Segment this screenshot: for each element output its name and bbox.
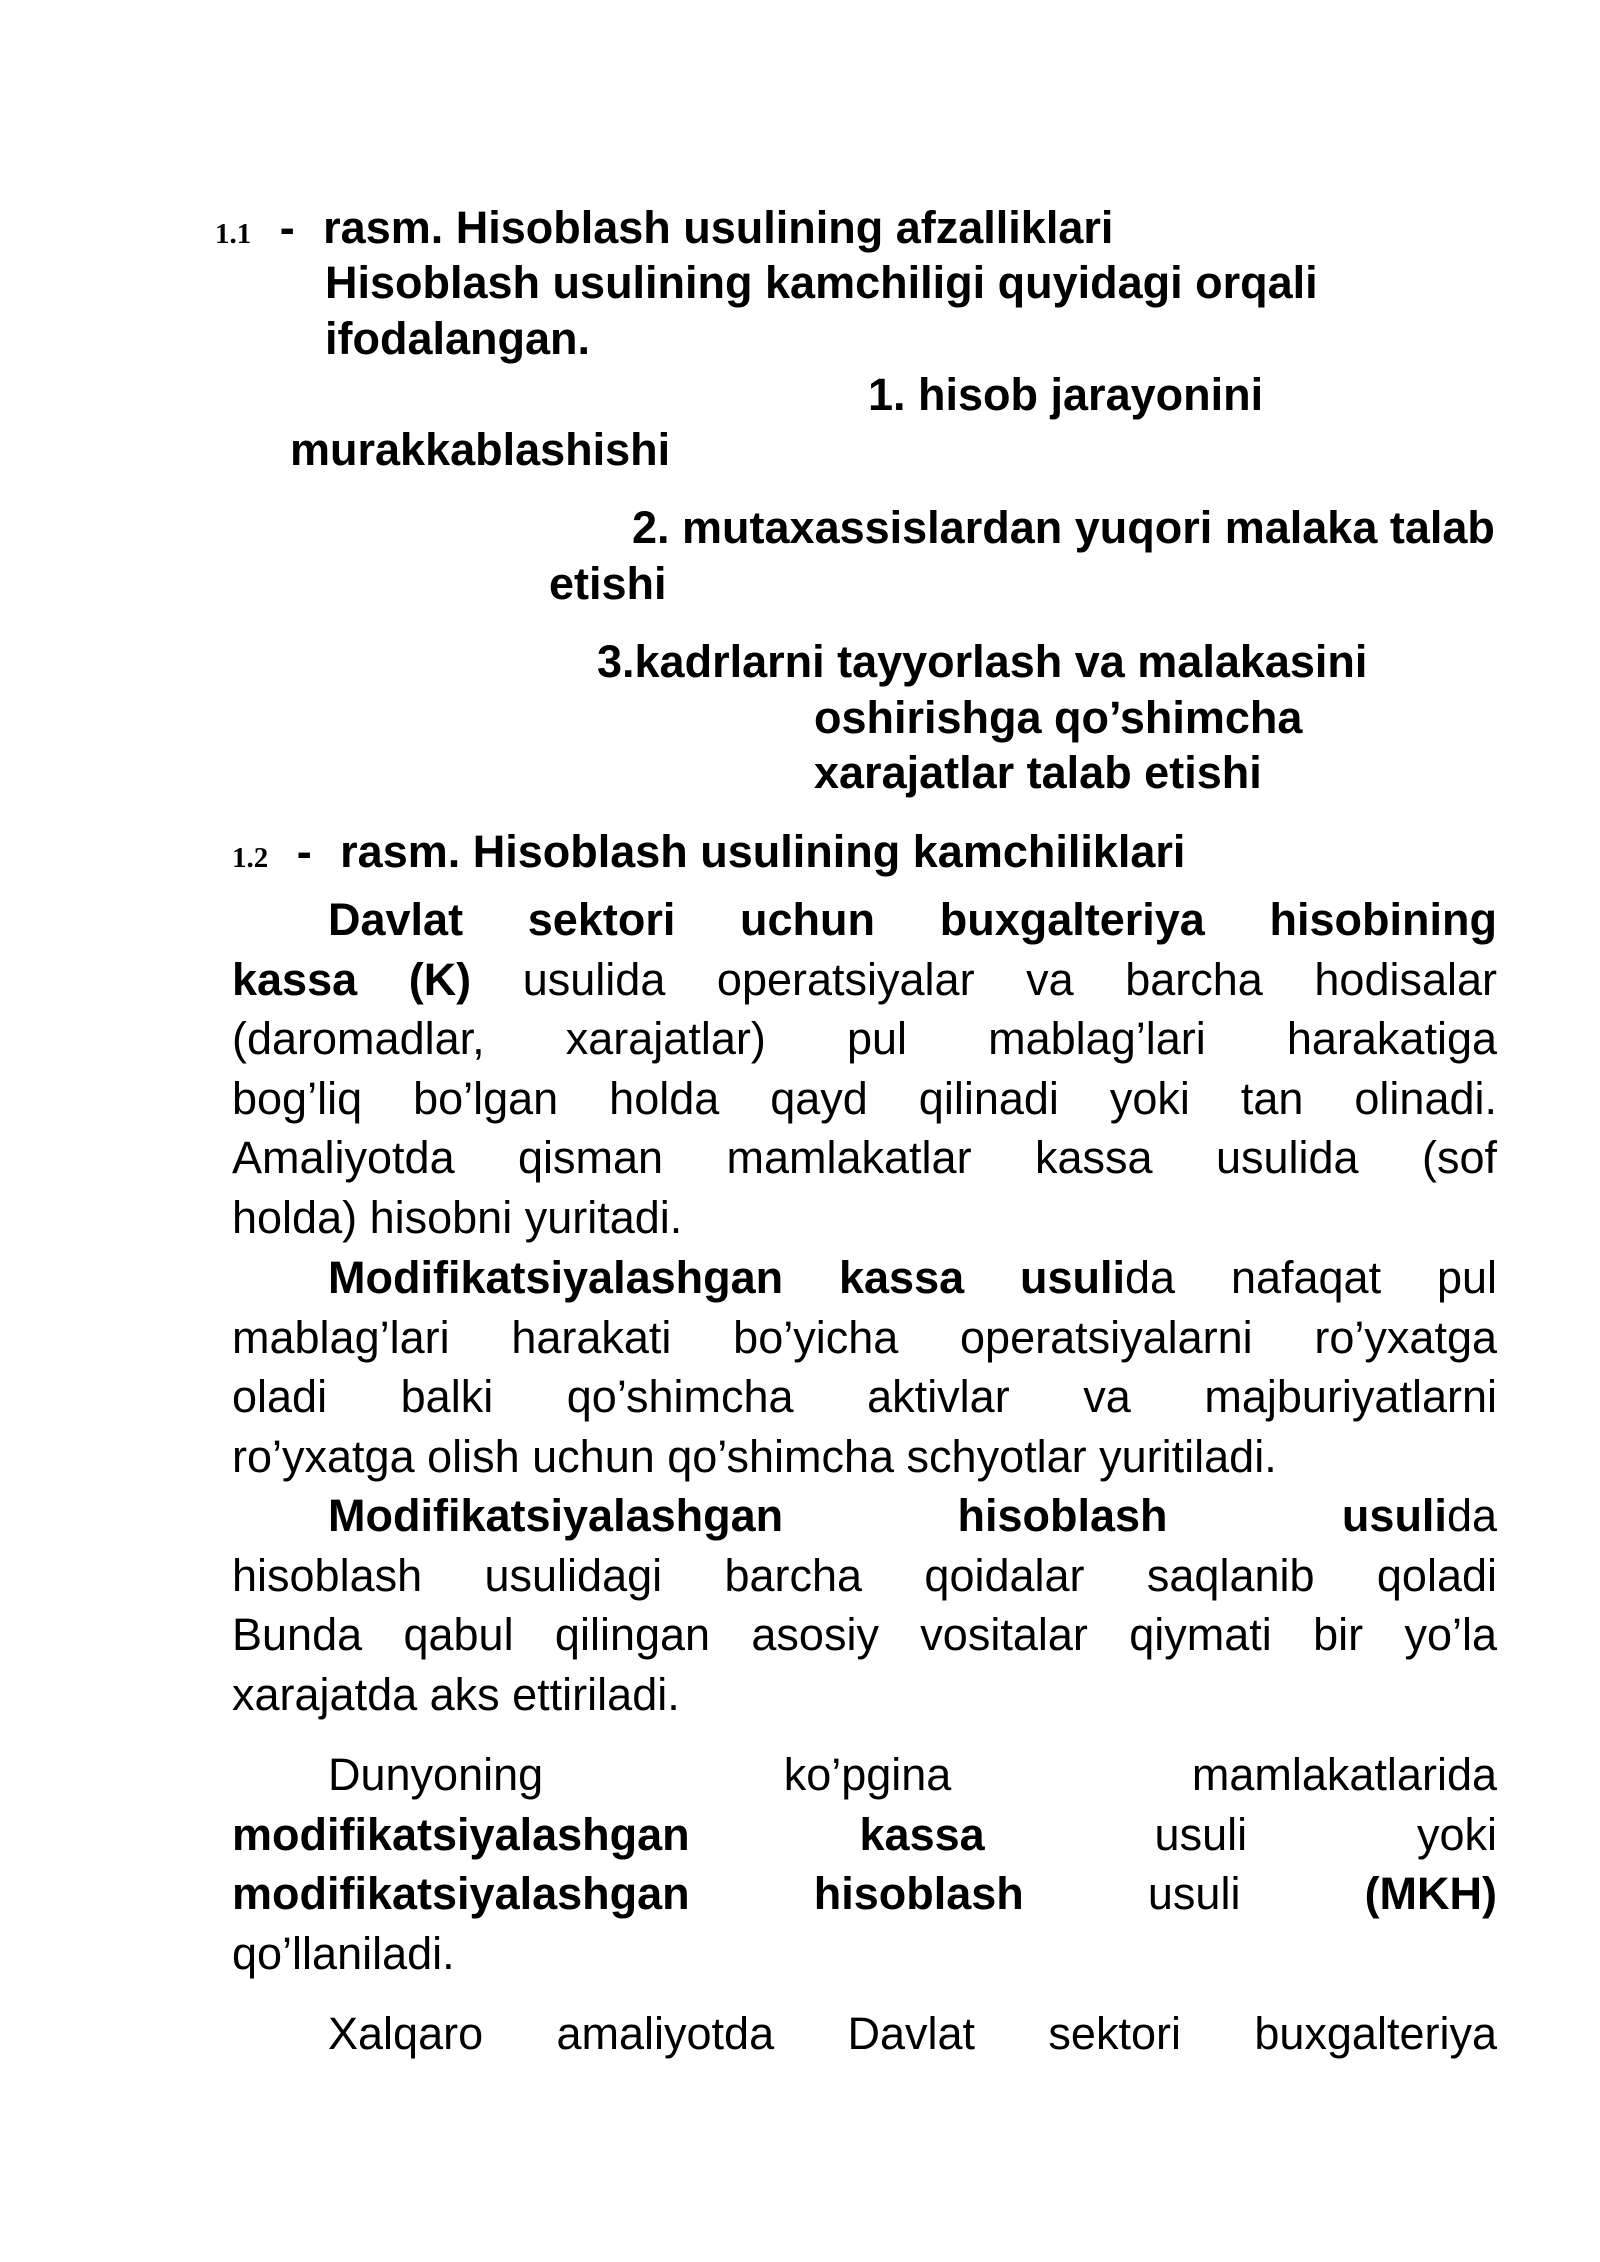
paragraph-line [232, 950, 1497, 1010]
list-item-1-end: murakkablashishi [290, 424, 671, 475]
term-bold: kassa (K) [232, 953, 472, 1005]
paragraph-line: ro’yxatga olish uchun qo’shimcha schyotlar yuritiladi. [232, 1430, 1277, 1482]
paragraph-line: xarajatda aks ettiriladi. [232, 1668, 680, 1720]
figure-number: 1.2 [232, 842, 269, 874]
list-item-3-line-2: oshirishga qo’shimcha [814, 692, 1303, 743]
paragraph-line: (daromadlar, xarajatlar) pul mablag’lari harakatiga [232, 1013, 1497, 1064]
paragraph-line: holda) hisobni yuritadi. [232, 1191, 683, 1243]
paragraph-line [232, 1248, 1497, 1308]
paragraph-line [232, 1864, 1497, 1924]
caption-dash: - [296, 826, 312, 877]
text-run: usuli [1023, 1868, 1365, 1919]
paragraph-line [232, 1486, 1497, 1546]
paragraph-line: Bunda qabul qilingan asosiy vositalar qiymati bir yo’la [232, 1609, 1497, 1660]
text-run: usuli yoki [984, 1808, 1497, 1860]
paragraph-5 [232, 2004, 1497, 2064]
text-run: usulida operatsiyalar va barcha hodisalar [471, 953, 1498, 1005]
paragraph-line: qo’llaniladi. [232, 1927, 455, 1979]
paragraph-line: Xalqaro amaliyotda Davlat sektori buxgalteriya [328, 2008, 1497, 2059]
paragraph-line: mablag’lari harakati bo’yicha operatsiyalarni ro’yxatga [232, 1311, 1497, 1363]
list-item-2-start: 2. mutaxassislardan yuqori malaka talab [632, 502, 1495, 553]
list-item-3-line-1: 3.kadrlarni tayyorlash va malakasini [597, 636, 1368, 687]
figure-caption-1-2 [232, 824, 1185, 880]
paragraph-1 [232, 890, 1497, 1247]
paragraph-line [232, 1805, 1497, 1865]
term-bold: Modifikatsiyalashgan hisoblash usuli [328, 1490, 1447, 1541]
list-item-1-start: 1. hisob jarayonini [868, 369, 1264, 420]
paragraph-2 [232, 1248, 1497, 1486]
list-item-2-end: etishi [549, 558, 667, 609]
figure-caption-1-1 [215, 200, 1113, 256]
paragraph-4 [232, 1745, 1497, 1983]
text-run: da [1446, 1490, 1497, 1541]
caption-text: rasm. Hisoblash usulining afzalliklari [323, 202, 1114, 253]
caption-text: rasm. Hisoblash usulining kamchiliklari [340, 826, 1186, 877]
paragraph-3 [232, 1486, 1497, 1724]
paragraph-line: oladi balki qo’shimcha aktivlar va majburiyatlarni [232, 1371, 1497, 1422]
paragraph-line: hisoblash usulidagi barcha qoidalar saqlanib qoladi [232, 1549, 1497, 1601]
term-bold: Modifikatsiyalashgan kassa usuli [328, 1252, 1126, 1303]
paragraph-line: Dunyoning ko’pgina mamlakatlarida [328, 1749, 1497, 1800]
term-bold: modifikatsiyalashgan kassa [232, 1808, 985, 1860]
paragraph-line: Amaliyotda qisman mamlakatlar kassa usulida (sof [232, 1132, 1497, 1183]
intro-line-1: Hisoblash usulining kamchiligi quyidagi orqali [325, 257, 1318, 308]
intro-line-2: ifodalangan. [325, 313, 591, 364]
text-run: da nafaqat pul [1125, 1252, 1497, 1303]
caption-dash: - [279, 202, 295, 253]
term-bold: modifikatsiyalashgan hisoblash [232, 1868, 1024, 1919]
list-item-3-line-3: xarajatlar talab etishi [814, 747, 1262, 798]
term-bold: (MKH) [1364, 1868, 1498, 1919]
figure-number: 1.1 [215, 218, 252, 250]
paragraph-line: Davlat sektori uchun buxgalteriya hisobining [328, 894, 1497, 945]
paragraph-line: bog’liq bo’lgan holda qayd qilinadi yoki tan olinadi. [232, 1072, 1497, 1124]
